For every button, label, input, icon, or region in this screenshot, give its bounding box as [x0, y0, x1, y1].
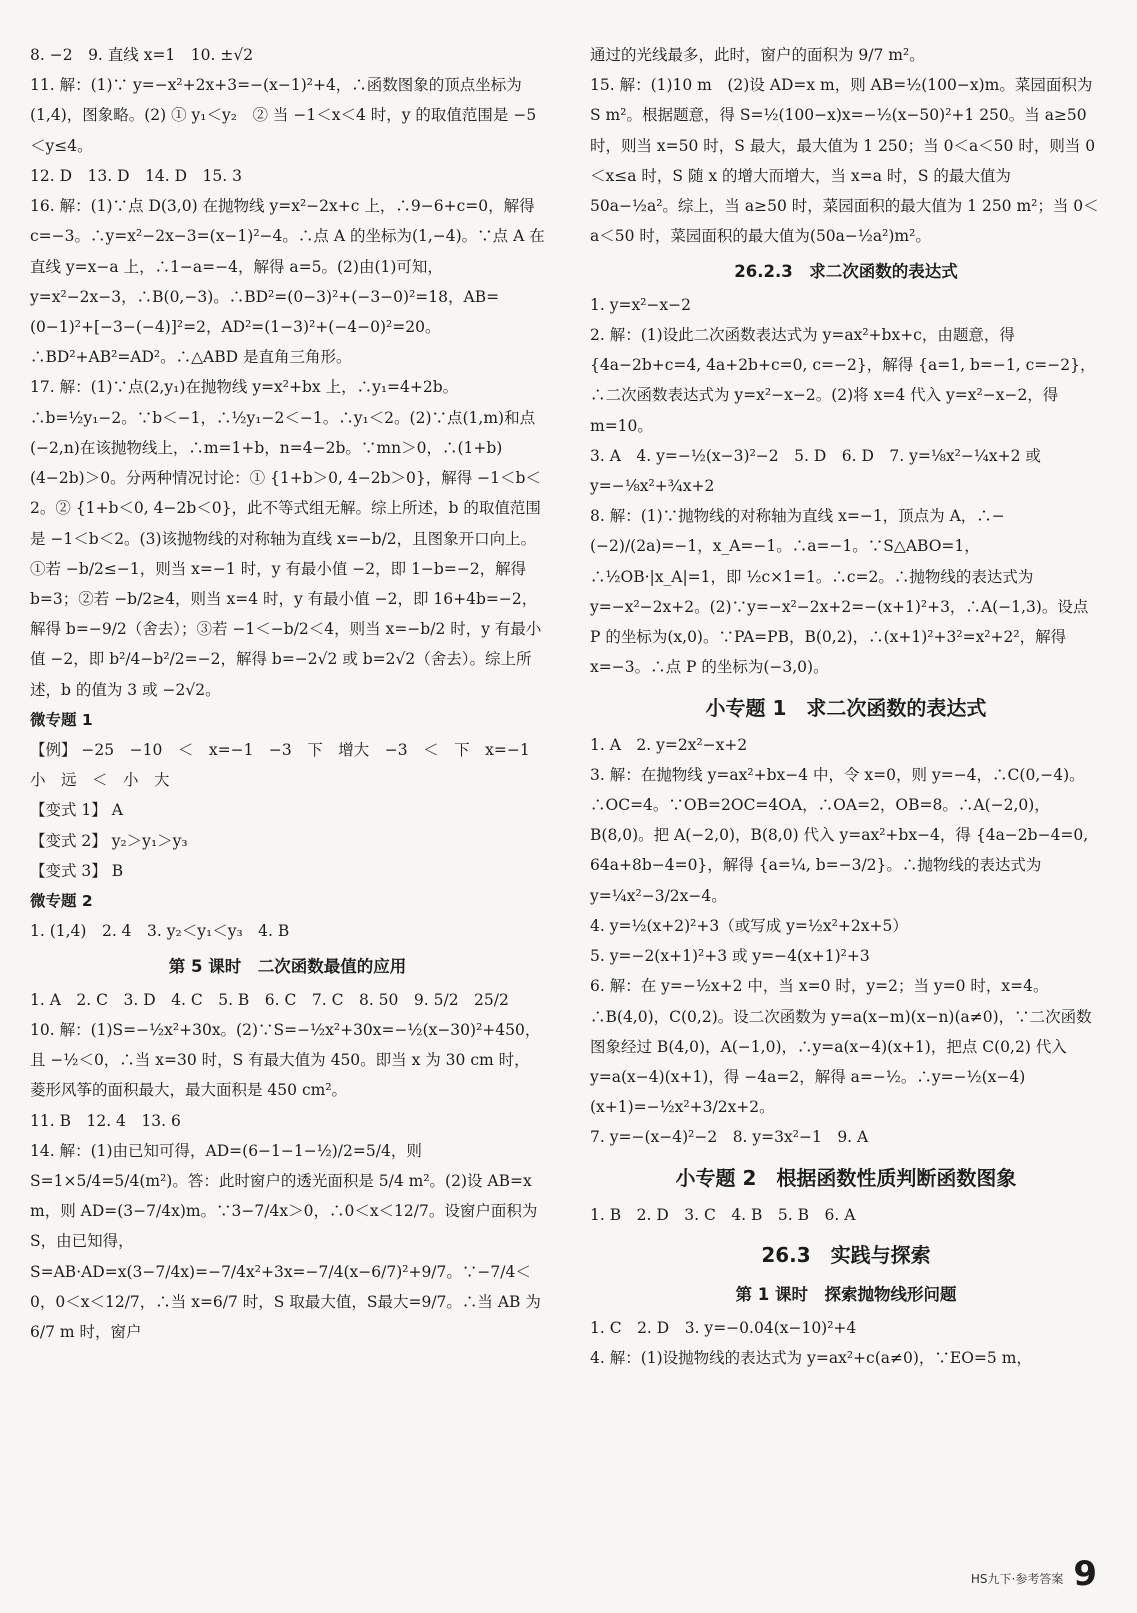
- answer-item: 8. −2 9. 直线 x=1 10. ±√2: [30, 46, 254, 64]
- answer-item: 1. y=x²−x−2: [590, 295, 691, 314]
- section-heading: 小专题 1 求二次函数的表达式: [705, 695, 987, 720]
- section-heading: 26.2.3 求二次函数的表达式: [734, 261, 958, 281]
- section-heading: 第 1 课时 探索抛物线形问题: [735, 1284, 957, 1304]
- answer-item: 11. 解：(1)∵ y=−x²+2x+3=−(x−1)²+4，∴函数图象的顶点坐标为(1,4)，图象略。(2) ① y₁＜y₂ ② 当 −1＜x＜4 时，y 的取值范围是 −5＜y≤4。: [30, 76, 537, 155]
- answer-item: 【变式 2】 y₂＞y₁＞y₃: [30, 831, 188, 850]
- answer-item: 1. A 2. C 3. D 4. C 5. B 6. C 7. C 8. 50 9. 5/2 25/2: [30, 990, 509, 1009]
- left-column: [30, 40, 545, 1347]
- sub-heading: 微专题 2: [30, 892, 93, 911]
- answer-item: 12. D 13. D 14. D 15. 3: [30, 166, 242, 185]
- answer-item: 4. y=½(x+2)²+3（或写成 y=½x²+2x+5）: [590, 916, 908, 935]
- answer-item: 8. 解：(1)∵抛物线的对称轴为直线 x=−1，顶点为 A，∴−(−2)/(2a)=−1，x_A=−1。∴a=−1。∵S△ABO=1，∴½OB·|x_A|=1，即 ½c×1=1。∴c=2。∴抛物线的表达式为 y=−x²−2x+2。(2)∵y=−x²−2x+2=−(x+1)²+3，∴A(−1,3)。设点 P 的坐标为(x,0)。∵PA=PB，B(0,2)，∴(x+1)²+3²=x²+2²，解得 x=−3。∴点 P 的坐标为(−3,0)。: [590, 507, 1089, 677]
- answer-item: 4. 解：(1)设抛物线的表达式为 y=ax²+c(a≠0)，∵EO=5 m，: [590, 1349, 1032, 1368]
- footer-label: HS九下·参考答案: [970, 1572, 1064, 1586]
- answer-item: 15. 解：(1)10 m (2)设 AD=x m，则 AB=½(100−x)m。菜园面积为 S m²。根据题意，得 S=½(100−x)x=−½(x−50)²+1 250。当 a≥50 时，则当 x=50 时，S 最大，最大值为 1 250；当 0＜a＜50 时，则当 0＜x≤a 时，S 随 x 的增大而增大，当 x=a 时，S 的最大值为 50a−½a²。综上，当 a≥50 时，菜园面积的最大值为 1 250 m²；当 0＜a＜50 时，菜园面积的最大值为(50a−½a²)m²。: [590, 76, 1099, 246]
- right-column: [590, 40, 1102, 1373]
- answer-item: 1. A 2. y=2x²−x+2: [590, 735, 748, 754]
- answer-item: 通过的光线最多，此时，窗户的面积为 9/7 m²。: [590, 46, 925, 64]
- answer-item: 11. B 12. 4 13. 6: [30, 1111, 181, 1130]
- section-heading: 第 5 课时 二次函数最值的应用: [168, 956, 407, 976]
- answer-item: 2. 解：(1)设此二次函数表达式为 y=ax²+bx+c，由题意，得 {4a−2b+c=4, 4a+2b+c=0, c=−2}，解得 {a=1, b=−1, c=−2}，∴二次函数表达式为 y=x²−x−2。(2)将 x=4 代入 y=x²−x−2，得 m=10。: [590, 325, 1096, 435]
- answer-item: 7. y=−(x−4)²−2 8. y=3x²−1 9. A: [590, 1128, 869, 1147]
- answer-item: 16. 解：(1)∵点 D(3,0) 在抛物线 y=x²−2x+c 上，∴9−6+c=0，解得 c=−3。∴y=x²−2x−3=(x−1)²−4。∴点 A 的坐标为(1,−4)。∵点 A 在直线 y=x−a 上，∴1−a=−4，解得 a=5。(2)由(1)可知，y=x²−2x−3，∴B(0,−3)。∴BD²=(0−3)²+(−3−0)²=18，AB=(0−1)²+[−3−(−4)]²=2，AD²=(1−3)²+(−4−0)²=20。∴BD²+AB²=AD²。∴△ABD 是直角三角形。: [30, 197, 545, 367]
- sub-heading: 微专题 1: [30, 710, 93, 729]
- page-footer: [970, 1554, 1097, 1594]
- section-heading: 26.3 实践与探索: [761, 1242, 931, 1267]
- answer-item: 1. B 2. D 3. C 4. B 5. B 6. A: [590, 1205, 856, 1224]
- answer-item: 1. C 2. D 3. y=−0.04(x−10)²+4: [590, 1319, 857, 1337]
- answer-item: 3. 解：在抛物线 y=ax²+bx−4 中，令 x=0，则 y=−4，∴C(0,−4)。∴OC=4。∵OB=2OC=4OA，∴OA=2，OB=8。∴A(−2,0)，B(8,0)。把 A(−2,0)，B(8,0) 代入 y=ax²+bx−4，得 {4a−2b−4=0, 64a+8b−4=0}，解得 {a=¼, b=−3/2}。∴抛物线的表达式为 y=¼x²−3/2x−4。: [590, 765, 1089, 905]
- answer-item: 【变式 3】 B: [30, 861, 124, 880]
- answer-item: 3. A 4. y=−½(x−3)²−2 5. D 6. D 7. y=⅛x²−¼x+2 或 y=−⅛x²+¾x+2: [590, 446, 1041, 496]
- answer-item: 17. 解：(1)∵点(2,y₁)在抛物线 y=x²+bx 上，∴y₁=4+2b。∴b=½y₁−2。∵b＜−1，∴½y₁−2＜−1。∴y₁＜2。(2)∵点(1,m)和点(−2,n)在该抛物线上，∴m=1+b，n=4−2b。∵mn＞0，∴(1+b)(4−2b)＞0。分两种情况讨论：① {1+b＞0, 4−2b＞0}，解得 −1＜b＜2。② {1+b＜0, 4−2b＜0}，此不等式组无解。综上所述，b 的取值范围是 −1＜b＜2。(3)该抛物线的对称轴为直线 x=−b/2，且图象开口向上。①若 −b/2≤−1，则当 x=−1 时，y 有最小值 −2，即 1−b=−2，解得 b=3；②若 −b/2≥4，则当 x=4 时，y 有最小值 −2，即 16+4b=−2，解得 b=−9/2（舍去）；③若 −1＜−b/2＜4，则当 x=−b/2 时，y 有最小值 −2，即 b²/4−b²/2=−2，解得 b=−2√2 或 b=2√2（舍去）。综上所述，b 的值为 3 或 −2√2。: [30, 378, 542, 699]
- answer-item: 6. 解：在 y=−½x+2 中，当 x=0 时，y=2；当 y=0 时，x=4。∴B(4,0)，C(0,2)。设二次函数为 y=a(x−m)(x−n)(a≠0)，∵二次函数图象经过 B(4,0)，A(−1,0)，∴y=a(x−4)(x+1)，把点 C(0,2) 代入 y=a(x−4)(x+1)，得 −4a=2，解得 a=−½。∴y=−½(x−4)(x+1)=−½x²+3/2x+2。: [590, 977, 1092, 1117]
- answer-item: 14. 解：(1)由已知可得，AD=(6−1−1−½)/2=5/4，则 S=1×5/4=5/4(m²)。答：此时窗户的透光面积是 5/4 m²。(2)设 AB=x m，则 AD=(3−7/4x)m。∵3−7/4x＞0，∴0＜x＜12/7。设窗户面积为 S，由已知得，S=AB·AD=x(3−7/4x)=−7/4x²+3x=−7/4(x−6/7)²+9/7。∵−7/4＜0，0＜x＜12/7，∴当 x=6/7 时，S 取最大值，S最大=9/7。∴当 AB 为 6/7 m 时，窗户: [30, 1141, 541, 1342]
- answer-item: 1. (1,4) 2. 4 3. y₂＜y₁＜y₃ 4. B: [30, 922, 290, 941]
- section-heading: 小专题 2 根据函数性质判断函数图象: [675, 1165, 1017, 1190]
- answer-item: 5. y=−2(x+1)²+3 或 y=−4(x+1)²+3: [590, 947, 870, 966]
- answer-item: 10. 解：(1)S=−½x²+30x。(2)∵S=−½x²+30x=−½(x−30)²+450，且 −½＜0，∴当 x=30 时，S 有最大值为 450。即当 x 为 30 cm 时，菱形风筝的面积最大，最大面积是 450 cm²。: [30, 1020, 541, 1100]
- answer-item: 【例】 −25 −10 ＜ x=−1 −3 下 增大 −3 ＜ 下 x=−1 小 远 ＜ 小 大: [30, 741, 546, 790]
- answer-item: 【变式 1】 A: [30, 801, 123, 820]
- page-number: 9: [1073, 1554, 1097, 1594]
